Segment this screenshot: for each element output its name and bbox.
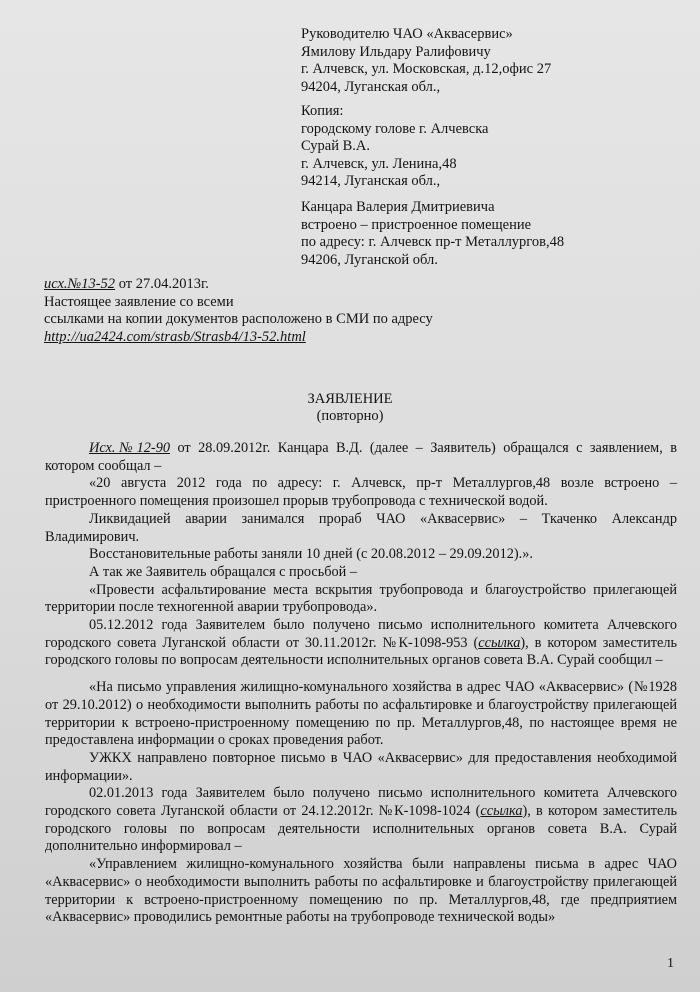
paragraph: «Управлением жилищно-комунального хозяйства были направлены письма в адрес ЧАО «Аквасервис» о необходимости выполнить работы по асфальтировке и благоустройству прилегающей территории к встроено-пристроенному помещению по пр. Металлургов,48, где предприятием «Аквасервис» проводились ремонтные работы на трубопроводе технической воды» xyxy=(45,856,677,926)
paragraph-text: от 28.09.2012г. Канцара В.Д. (далее – Заявитель) обращался с заявлением, в котором сообщал – xyxy=(45,440,677,474)
paragraph-text: 02.01.2013 года Заявителем было получено письмо исполнительного комитета Алчевского городского совета Луганской области от 24.12.2012г. №К-1098-1024 ( xyxy=(45,785,677,820)
outgoing-date: от 27.04.2013г. xyxy=(115,276,209,292)
paragraph: Ликвидацией аварии занимался прораб ЧАО «Аквасервис» – Ткаченко Александр Владимирович. xyxy=(45,510,677,545)
paragraph: «На письмо управления жилищно-комунального хозяйства в адрес ЧАО «Аквасервис» (№1928 от 29.10.2012) о необходимости выполнить работы по асфальтировке и благоустройству прилегающей территории к встроено-пристроенному помещению по пр. Металлургов,48, по настоящее время не предоставлена информации о сроках проведения работ. xyxy=(45,679,677,749)
copy-line: г. Алчевск, ул. Ленина,48 xyxy=(301,155,457,172)
paragraph: Восстановительные работы заняли 10 дней (с 20.08.2012 – 29.09.2012).». xyxy=(89,546,533,563)
copy-line: 94214, Луганская обл., xyxy=(301,173,441,190)
copy-line: Копия: xyxy=(301,103,344,119)
source-link[interactable]: ссылка xyxy=(480,803,523,820)
sender-block xyxy=(301,199,564,269)
paragraph xyxy=(45,617,677,670)
paragraph xyxy=(45,785,677,856)
incoming-ref: Исх.№12-90 xyxy=(89,440,170,456)
sender-line: 94206, Луганской обл. xyxy=(301,251,438,268)
document-body xyxy=(45,440,677,927)
outgoing-note-line: ссылками на копии документов расположено в СМИ по адресу xyxy=(44,311,433,327)
recipient-line: Ямилову Ильдару Ралифовичу xyxy=(301,43,491,60)
recipient-block xyxy=(301,26,551,96)
page-number: 1 xyxy=(667,956,674,971)
paragraph-text: 05.12.2012 года Заявителем было получено письмо исполнительного комитета Алчевского городского совета Луганской области от 30.11.2012г. №К-1098-953 ( xyxy=(45,617,677,651)
paragraph xyxy=(45,440,677,475)
paragraph-text: ), в котором заместитель городского головы по вопросам деятельности исполнительных органов совета В.А. Сурай сообщил – xyxy=(45,634,677,669)
source-link[interactable]: ссылка xyxy=(478,634,521,651)
paragraph: «Провести асфальтирование места вскрытия трубопровода и благоустройство прилегающей территории после техногенной аварии трубопровода». xyxy=(45,581,677,616)
outgoing-url-link[interactable]: http://ua2424.com/strasb/Strasb4/13-52.html xyxy=(44,328,306,345)
sender-line: встроено – пристроенное помещение xyxy=(301,216,532,233)
recipient-line: г. Алчевск, ул. Московская, д.12,офис 27 xyxy=(301,61,552,78)
paragraph: «20 августа 2012 года по адресу: г. Алчевск, пр-т Металлургов,48 возле встроено – пристроенного помещения произошел прорыв трубопровода с технической водой. xyxy=(45,475,677,510)
recipient-line: Руководителю ЧАО «Аквасервис» xyxy=(301,26,513,42)
copy-block xyxy=(301,103,488,191)
outgoing-ref: исх.№13-52 xyxy=(44,276,116,292)
document-subtitle: (повторно) xyxy=(316,408,384,424)
paragraph-text: ), в котором заместитель городского головы по вопросам деятельности исполнительных органов совета В.А. Сурай дополнительно информировал – xyxy=(45,803,677,855)
sender-line: по адресу: г. Алчевск пр-т Металлургов,48 xyxy=(301,234,565,251)
sender-line: Канцара Валерия Дмитриевича xyxy=(301,199,495,215)
paragraph: А так же Заявитель обращался с просьбой – xyxy=(89,563,358,580)
document-title: ЗАЯВЛЕНИЕ xyxy=(307,391,393,407)
outgoing-info xyxy=(44,276,433,346)
recipient-line: 94204, Луганская обл., xyxy=(301,78,441,95)
paragraph: УЖКХ направлено повторное письмо в ЧАО «Аквасервис» для предоставления необходимой информации». xyxy=(45,749,677,784)
copy-line: Сурай В.А. xyxy=(301,138,371,155)
copy-line: городскому голове г. Алчевска xyxy=(301,120,489,137)
outgoing-note-line: Настоящее заявление со всеми xyxy=(44,293,234,310)
